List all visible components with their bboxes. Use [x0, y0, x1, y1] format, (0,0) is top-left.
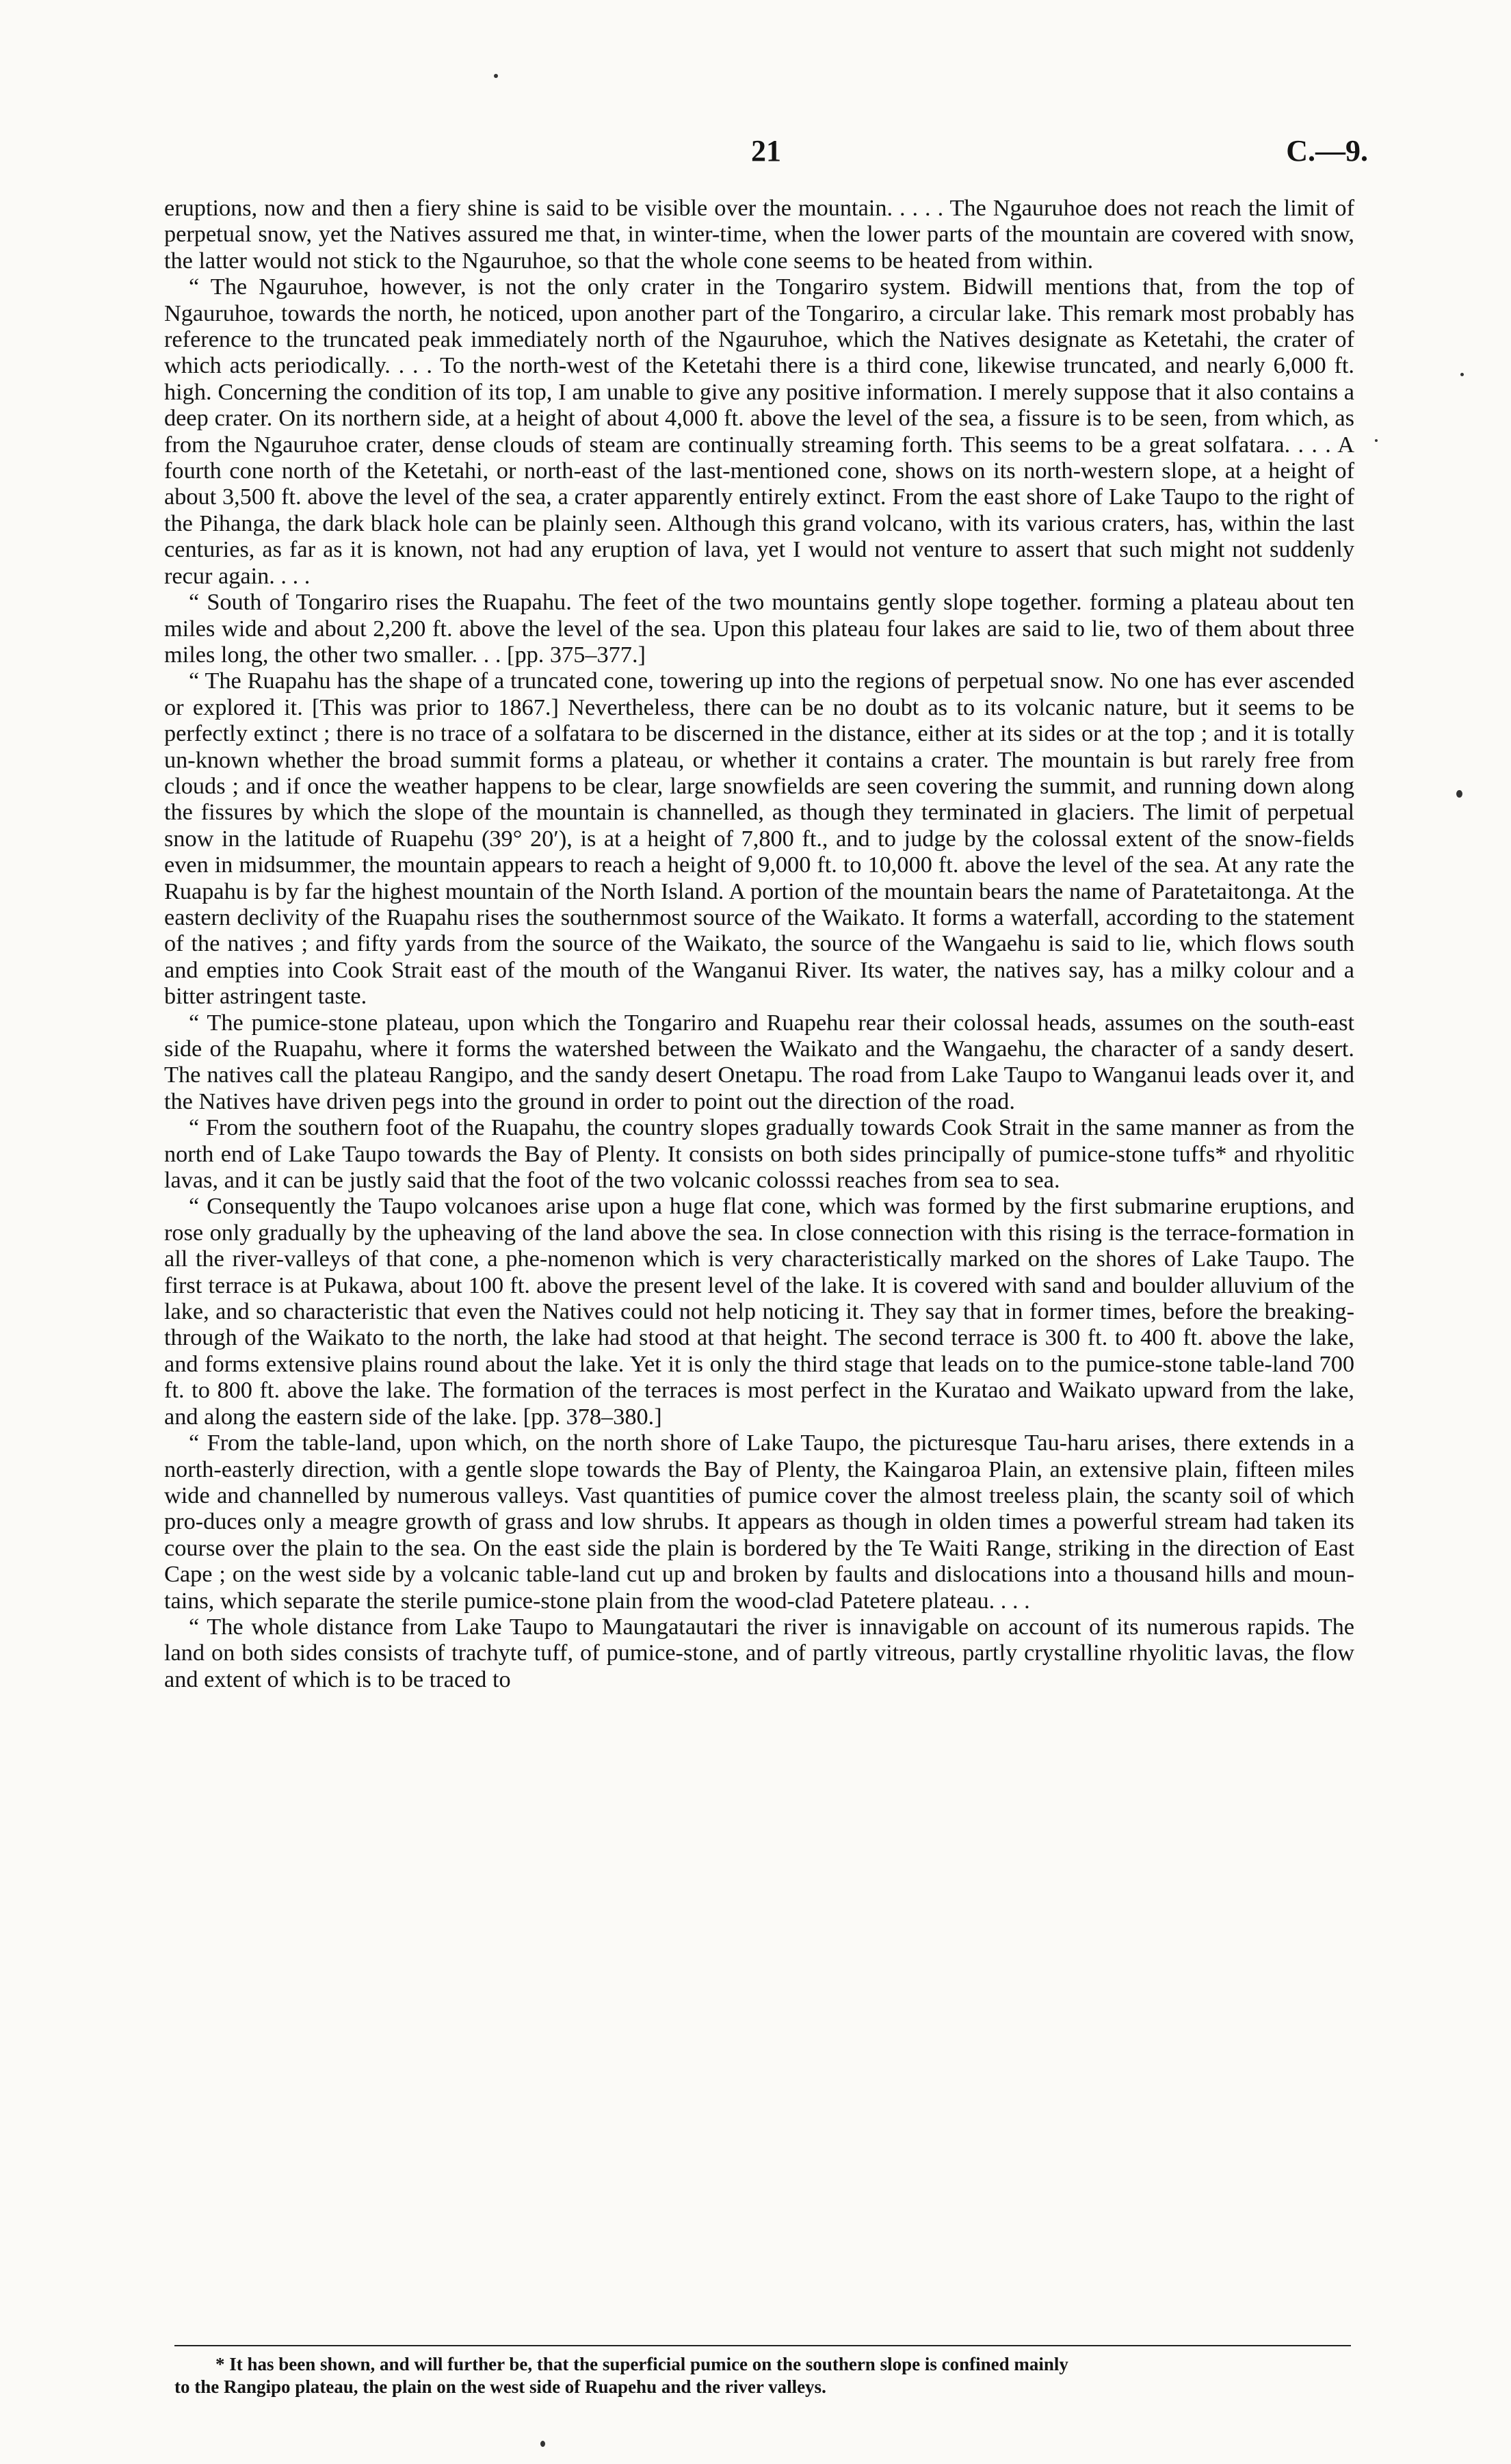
page-speck [540, 2441, 545, 2447]
footnote [174, 2353, 1351, 2398]
page-speck [1456, 790, 1462, 798]
paragraph: “ The Ruapahu has the shape of a truncated cone, towering up into the regions of perpetual snow. No one has ever ascended or explored it. [This was prior to 1867.] Nevertheless, there can be no doubt as to its volcanic nature, but it seems to be perfectly extinct ; there is no trace of a solfatara to be discerned in the distance, either at its sides or at the top ; and it is totally un-known whether the broad summit forms a plateau, or whether it contains a crater. The mountain is but rarely free from clouds ; and if once the weather happens to be clear, large snowfields are seen covering the summit, and running down along the fissures by which the slope of the mountain is channelled, as though they terminated in glaciers. The limit of perpetual snow in the latitude of Ruapehu (39° 20′), is at a height of 7,800 ft., and to judge by the colossal extent of the snow-fields even in midsummer, the mountain appears to reach a height of 9,000 ft. to 10,000 ft. above the level of the sea. At any rate the Ruapahu is by far the highest mountain of the North Island. A portion of the mountain bears the name of Paratetaitonga. At the eastern declivity of the Ruapahu rises the southernmost source of the Waikato. It forms a waterfall, according to the statement of the natives ; and fifty yards from the source of the Waikato, the source of the Wangaehu is said to lie, which flows south and empties into Cook Strait east of the mouth of the Wanganui River. Its water, the natives say, has a milky colour and a bitter astringent taste. [164, 668, 1354, 1010]
page-speck [1375, 439, 1378, 442]
paragraph: “ From the table-land, upon which, on the north shore of Lake Taupo, the picturesque Tau-haru arises, there extends in a north-easterly direction, with a gentle slope towards the Bay of Plenty, the Kaingaroa Plain, an extensive plain, fifteen miles wide and channelled by numerous valleys. Vast quantities of pumice cover the almost treeless plain, the scanty soil of which pro-duces only a meagre growth of grass and low shrubs. It appears as though in olden times a powerful stream had taken its course over the plain to the sea. On the east side the plain is bordered by the Te Waiti Range, striking in the direction of East Cape ; on the west side by a volcanic table-land cut up and broken by faults and dislocations into a thousand hills and moun-tains, which separate the sterile pumice-stone plain from the wood-clad Patetere plateau. . . . [164, 1430, 1354, 1614]
paragraph: “ The whole distance from Lake Taupo to Maungatautari the river is innavigable on account of its numerous rapids. The land on both sides consists of trachyte tuff, of pumice-stone, and of partly vitreous, partly crystalline rhyolitic lavas, the flow and extent of which is to be traced to [164, 1613, 1354, 1692]
paragraph: “ The Ngauruhoe, however, is not the only crater in the Tongariro system. Bidwill mentions that, from the top of Ngauruhoe, towards the north, he noticed, upon another part of the Tongariro, a circular lake. This remark most probably has reference to the truncated peak immediately north of the Ngauruhoe, which the Natives designate as Ketetahi, the crater of which acts periodically. . . . To the north-west of the Ketetahi there is a third cone, likewise truncated, and nearly 6,000 ft. high. Concerning the condition of its top, I am unable to give any positive information. I merely suppose that it also contains a deep crater. On its northern side, at a height of about 4,000 ft. above the level of the sea, a fissure is to be seen, from which, as from the Ngauruhoe crater, dense clouds of steam are continually streaming forth. This seems to be a great solfatara. . . . A fourth cone north of the Ketetahi, or north-east of the last-mentioned cone, shows on its north-western slope, at a height of about 3,500 ft. above the level of the sea, a crater apparently entirely extinct. From the east shore of Lake Taupo to the right of the Pihanga, the dark black hole can be plainly seen. Although this grand volcano, with its various craters, has, within the last centuries, as far as it is known, not had any eruption of lava, yet I would not venture to assert that such might not suddenly recur again. . . . [164, 274, 1354, 589]
paragraph: “ From the southern foot of the Ruapahu, the country slopes gradually towards Cook Strait in the same manner as from the north end of Lake Taupo towards the Bay of Plenty. It consists on both sides principally of pumice-stone tuffs* and rhyolitic lavas, and it can be justly said that the foot of the two volcanic colosssi reaches from sea to sea. [164, 1114, 1354, 1194]
footnote-divider [174, 2345, 1351, 2346]
paragraph: eruptions, now and then a fiery shine is said to be visible over the mountain. . . . . The Ngauruhoe does not reach the limit of perpetual snow, yet the Natives assured me that, in winter-time, when the lower parts of the mountain are covered with snow, the latter would not stick to the Ngauruhoe, so that the whole cone seems to be heated from within. [164, 195, 1354, 274]
footnote-line: * It has been shown, and will further be, that the superficial pumice on the southern slope is confined mainly [215, 2354, 1068, 2374]
document-reference: C.—9. [1286, 134, 1368, 168]
paragraph: “ South of Tongariro rises the Ruapahu. The feet of the two mountains gently slope together. forming a plateau about ten miles wide and about 2,200 ft. above the level of the sea. Upon this plateau four lakes are said to lie, two of them about three miles long, the other two smaller. . . [pp. 375–377.] [164, 589, 1354, 668]
page-number: 21 [751, 134, 781, 168]
page-speck [494, 74, 498, 78]
footnote-line: to the Rangipo plateau, the plain on the west side of Ruapehu and the river valleys. [174, 2376, 826, 2397]
paragraph: “ The pumice-stone plateau, upon which the Tongariro and Ruapehu rear their colossal heads, assumes on the south-east side of the Ruapahu, where it forms the watershed between the Waikato and the Wangaehu, the character of a sandy desert. The natives call the plateau Rangipo, and the sandy desert Onetapu. The road from Lake Taupo to Wanganui leads over it, and the Natives have driven pegs into the ground in order to point out the direction of the road. [164, 1009, 1354, 1114]
paragraph: “ Consequently the Taupo volcanoes arise upon a huge flat cone, which was formed by the first submarine eruptions, and rose only gradually by the upheaving of the land above the sea. In close connection with this rising is the terrace-formation in all the river-valleys of that cone, a phe-nomenon which is very characteristically marked on the shores of Lake Taupo. The first terrace is at Pukawa, about 100 ft. above the present level of the lake. It is covered with sand and boulder alluvium of the lake, and so characteristic that even the Natives could not help noticing it. They say that in former times, before the breaking-through of the Waikato to the north, the lake had stood at that height. The second terrace is 300 ft. to 400 ft. above the lake, and forms extensive plains round about the lake. Yet it is only the third stage that leads on to the pumice-stone table-land 700 ft. to 800 ft. above the lake. The formation of the terraces is most perfect in the Kuratao and Waikato upward from the lake, and along the eastern side of the lake. [pp. 378–380.] [164, 1193, 1354, 1430]
page-speck [1460, 373, 1464, 376]
body-text [164, 195, 1354, 1692]
page-header [164, 133, 1368, 174]
